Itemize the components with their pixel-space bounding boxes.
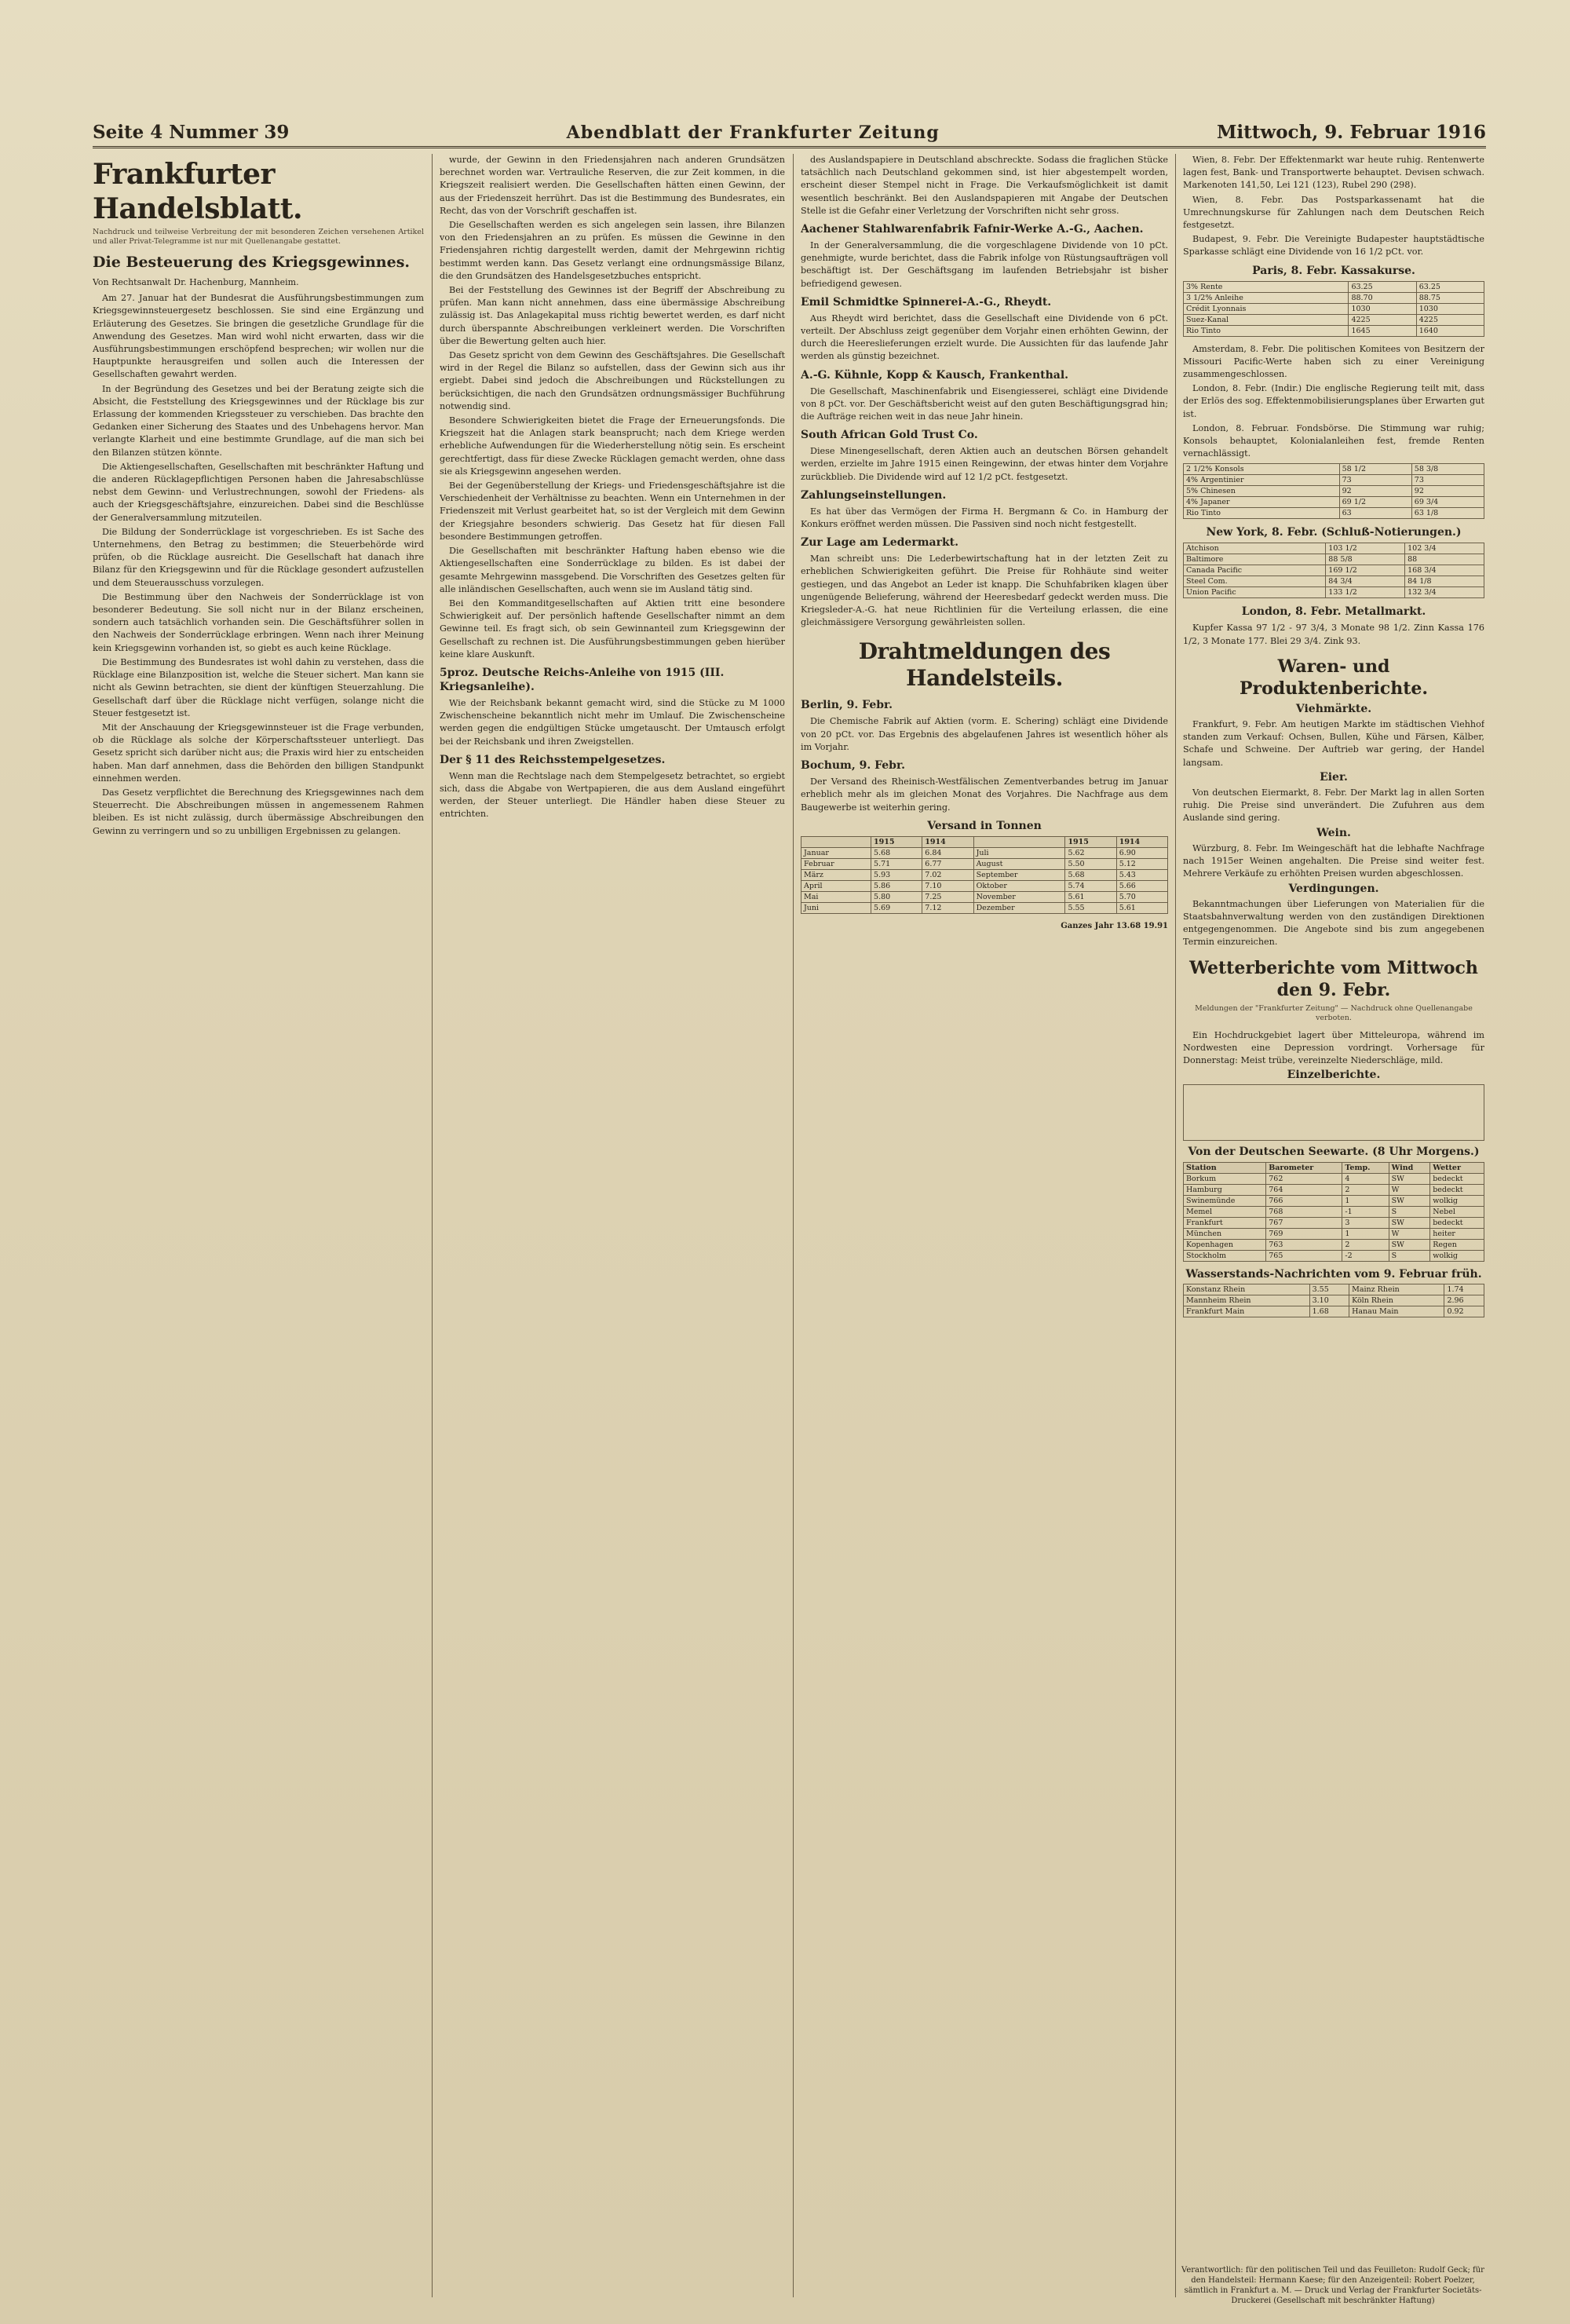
table-cell: Steel Com. <box>1184 576 1326 587</box>
table-row <box>1184 1306 1484 1317</box>
newspaper-name: Abendblatt der Frankfurter Zeitung <box>566 122 940 143</box>
table-cell: 5.70 <box>1116 891 1167 902</box>
table-cell: 1.74 <box>1444 1284 1484 1295</box>
eier-heading: Eier. <box>1320 770 1348 784</box>
table-cell: 2 <box>1342 1239 1389 1250</box>
table-cell: 5.69 <box>871 902 922 913</box>
wetter-title: Wetterberichte vom Mittwoch den 9. Febr. <box>1189 957 1478 1000</box>
table-header <box>801 836 871 847</box>
table-cell: 4% Japaner <box>1184 497 1340 508</box>
paragraph: Bei der Feststellung des Gewinnes ist der Begriff der Abschreibung zu prüfen. Man kann nicht annehmen, dass eine übermässige Abschreibung zulässig ist. Das Anlagekapital muss richtig bewertet werden, es darf nicht durch überspannte Abschreibungen verkleinert werden. Die Vorschriften über die Bewertung gelten auch hier. <box>440 285 785 346</box>
table-cell: Crédit Lyonnais <box>1184 303 1349 314</box>
news-heading: Berlin, 9. Febr. <box>801 699 893 712</box>
table-cell: Canada Pacific <box>1184 565 1326 576</box>
paragraph: Wien, 8. Febr. Der Effektenmarkt war heute ruhig. Rentenwerte lagen fest, Bank- und Transportwerte behauptet. Devisen schwach. Markenoten 141,50, Lei 121 (123), Rubel 290 (298). <box>1183 155 1484 191</box>
paragraph: Wenn man die Rechtslage nach dem Stempelgesetz betrachtet, so ergiebt sich, dass die Abgabe von Wertpapieren, die aus dem Ausland eingeführt werden, der Steuer unterliegt. Die Händler haben diese Steuer zu entrichten. <box>440 770 785 820</box>
table-row <box>1184 314 1484 325</box>
table-cell: Hamburg <box>1184 1184 1266 1195</box>
wetter-subtitle: Meldungen der "Frankfurter Zeitung" — Nachdruck ohne Quellenangabe verboten. <box>1195 1003 1473 1022</box>
table-cell: Regen <box>1430 1239 1484 1250</box>
table-cell: Swinemünde <box>1184 1195 1266 1206</box>
table-cell: SW <box>1389 1217 1430 1228</box>
table-cell: 1 <box>1342 1195 1389 1206</box>
paragraph: Budapest, 9. Febr. Die Vereinigte Budapester hauptstädtische Sparkasse schlägt eine Dividende von 16 1/2 pCt. vor. <box>1183 234 1484 258</box>
table-cell: 766 <box>1266 1195 1342 1206</box>
paragraph: Ein Hochdruckgebiet lagert über Mitteleuropa, während im Nordwesten eine Depression vordringt. Vorhersage für Donnerstag: Meist trübe, vereinzelte Niederschläge, mild. <box>1183 1029 1484 1065</box>
table-cell: W <box>1389 1228 1430 1239</box>
table-row <box>1184 1206 1484 1217</box>
table-cell: 132 3/4 <box>1405 587 1484 598</box>
table-cell: Suez-Kanal <box>1184 314 1349 325</box>
table-cell: März <box>801 869 871 880</box>
table-row <box>1184 292 1484 303</box>
metal-heading: London, 8. Febr. Metallmarkt. <box>1241 605 1426 619</box>
table-cell: 1030 <box>1416 303 1484 314</box>
paragraph: Die Aktiengesellschaften, Gesellschaften mit beschränkter Haftung und die anderen Rücklagepflichtigen Personen haben die Jahresabschlüsse nebst dem Gewinn- und Verlustrechnungen, sowohl der Friedens- als auch der Kriegsgeschäftsjahre, einzureichen. Dabei sind die Beschlüsse der Generalversammlung mitzuteilen. <box>93 461 424 523</box>
table-row <box>1184 565 1484 576</box>
table-header: Wetter <box>1430 1162 1484 1173</box>
seewarte-note: (8 Uhr Morgens.) <box>1372 1146 1480 1159</box>
table-cell: 5.55 <box>1065 902 1116 913</box>
table-cell: 5.61 <box>1116 902 1167 913</box>
table-cell: 88 5/8 <box>1326 554 1405 565</box>
table-row <box>1184 303 1484 314</box>
table-cell: 92 <box>1411 486 1484 497</box>
table-cell: 3 1/2% Anleihe <box>1184 292 1349 303</box>
table-cell: Borkum <box>1184 1173 1266 1184</box>
paragraph: Bei den Kommanditgesellschaften auf Aktien tritt eine besondere Schwierigkeit auf. Der persönlich haftende Gesellschafter nimmt an dem Gewinne teil. Es fragt sich, ob sein Gewinnanteil zum Kriegsgewinn der Gesellschaft zu rechnen ist. Die Ausführungsbestimmungen geben hierüber keine klare Auskunft. <box>440 597 785 660</box>
table-row <box>1184 576 1484 587</box>
table-cell: Memel <box>1184 1206 1266 1217</box>
table-cell: 84 1/8 <box>1405 576 1484 587</box>
table-cell: 0.92 <box>1444 1306 1484 1317</box>
paragraph: Die Gesellschaften werden es sich angelegen sein lassen, ihre Bilanzen von den Friedensjahren an zu prüfen. Es müssen die Gewinne in den Friedensjahren richtig dargestellt werden, damit der Mehrgewinn richtig bestimmt werden kann. Das Gesetz verlangt eine ordnungsmässige Bilanz, die den Grundsätzen des Handelsgesetzbuches entspricht. <box>440 220 785 281</box>
table-cell: -2 <box>1342 1250 1389 1261</box>
paragraph: Bei der Gegenüberstellung der Kriegs- und Friedensgeschäftsjahre ist die Verschiedenheit der Verhältnisse zu beachten. Wenn ein Unternehmen in der Friedenszeit mit Verlust gearbeitet hat, so ist der Vergleich mit dem Gewinn der Kriegsjahre besonders schwierig. Das Gesetz hat für diesen Fall besondere Bestimmungen getroffen. <box>440 481 785 542</box>
table-row <box>801 880 1168 891</box>
stempel-heading: Der § 11 des Reichsstempelgesetzes. <box>440 753 666 766</box>
table-row <box>1184 554 1484 565</box>
table-row <box>1184 1239 1484 1250</box>
table-row <box>801 902 1168 913</box>
table-row <box>1184 1184 1484 1195</box>
table-cell: 5.93 <box>871 869 922 880</box>
column-rule <box>1175 154 1176 2297</box>
table-cell: Dezember <box>973 902 1065 913</box>
table-cell: Mai <box>801 891 871 902</box>
table-row <box>1184 325 1484 336</box>
paragraph: wurde, der Gewinn in den Friedensjahren nach anderen Grundsätzen berechnet worden war. Vertrauliche Reserven, die zur Zeit kommen, in die Kriegszeit realisiert werden. Die Gesellschaften hätten einen Gewinn, der aus der Friedenszeit herrührt. Das ist die Bestimmung des Bundesrates, ein Recht, das von der Vorschrift geschaffen ist. <box>440 155 785 216</box>
table-cell: 7.02 <box>922 869 973 880</box>
table-cell: 58 1/2 <box>1339 464 1411 475</box>
imprint-note: Verantwortlich: für den politischen Teil und das Feuilleton: Rudolf Geck; für den Handelsteil: Hermann Kaese; für den Anzeigenteil: Robert Poelzer, sämtlich in Frankfurt a. M. — Druck und Verlag der Frankfurter Societäts-Druckerei (Gesellschaft mit beschränkter Haftung) <box>1181 2266 1484 2305</box>
paragraph: Die Bildung der Sonderrücklage ist vorgeschrieben. Es ist Sache des Unternehmens, den Betrag zu bestimmen; die Steuerbehörde wird prüfen, ob die Rücklage ausreicht. Die Gesellschaft hat danach ihre Bilanz für den Kriegsgewinn und für die Rücklage gesondert aufzustellen und dem Steuerausschuss vorzulegen. <box>93 526 424 588</box>
table-cell: 73 <box>1411 475 1484 486</box>
column-rule <box>432 154 433 2297</box>
table-cell: 763 <box>1266 1239 1342 1250</box>
table-cell: 3% Rente <box>1184 281 1349 292</box>
table-row <box>1184 1228 1484 1239</box>
table-cell: 765 <box>1266 1250 1342 1261</box>
paragraph: Kupfer Kassa 97 1/2 - 97 3/4, 3 Monate 98 1/2. Zinn Kassa 176 1/2, 3 Monate 177. Blei 29 3/4. Zink 93. <box>1183 623 1484 646</box>
table-row <box>1184 508 1484 519</box>
table-cell: 4225 <box>1416 314 1484 325</box>
table-header: Station <box>1184 1162 1266 1173</box>
table-cell: 1.68 <box>1309 1306 1349 1317</box>
table-row <box>1184 497 1484 508</box>
table-cell: 102 3/4 <box>1405 543 1484 554</box>
article-title: Die Besteuerung des Kriegsgewinnes. <box>93 254 411 271</box>
paragraph: Besondere Schwierigkeiten bietet die Frage der Erneuerungsfonds. Die Kriegszeit hat die Anlagen stark beansprucht; nach dem Kriege werden erhebliche Aufwendungen für die Wiederherstellung nötig sein. Es erscheint gerechtfertigt, dass für diese Zwecke Rücklagen gemacht werden, ohne dass sie als Kriegsgewinn angesehen werden. <box>440 415 785 477</box>
table-cell: Frankfurt Main <box>1184 1306 1310 1317</box>
table-cell: 4225 <box>1349 314 1416 325</box>
table-row <box>1184 281 1484 292</box>
table-cell: bedeckt <box>1430 1217 1484 1228</box>
paragraph: Amsterdam, 8. Febr. Die politischen Komitees von Besitzern der Missouri Pacific-Werte haben sich zu einer Vereinigung zusammengeschlossen. <box>1183 343 1484 380</box>
table-cell: 2 <box>1342 1184 1389 1195</box>
table-cell: bedeckt <box>1430 1184 1484 1195</box>
table-cell: 3.10 <box>1309 1295 1349 1306</box>
table-cell: 5.50 <box>1065 858 1116 869</box>
table-cell: 5.80 <box>871 891 922 902</box>
verdingungen-heading: Verdingungen. <box>1288 882 1379 895</box>
paragraph: In der Generalversammlung, die die vorgeschlagene Dividende von 10 pCt. genehmigte, wurde berichtet, dass die Fabrik infolge von Rüstungsaufträgen voll beschäftigt ist. Der Geschäftsgang im laufenden Betriebsjahr ist bisher befriedigend gewesen. <box>801 240 1168 289</box>
table-cell: 769 <box>1266 1228 1342 1239</box>
table-row <box>801 869 1168 880</box>
table-cell: 5.66 <box>1116 880 1167 891</box>
table-header: 1915 <box>1065 836 1116 847</box>
paragraph: Die Gesellschaft, Maschinenfabrik und Eisengiesserei, schlägt eine Dividende von 8 pCt. vor. Der Geschäftsbericht weist auf den guten Beschäftigungsgrad hin; die Aufträge reichen weit in das neue Jahr hinein. <box>801 386 1168 422</box>
table-cell: 5.86 <box>871 880 922 891</box>
table-header: Temp. <box>1342 1162 1389 1173</box>
table-row <box>1184 1250 1484 1261</box>
table-row <box>1184 1195 1484 1206</box>
table-row <box>801 858 1168 869</box>
table-cell: Rio Tinto <box>1184 325 1349 336</box>
table-row <box>1184 1173 1484 1184</box>
table-cell: 63.25 <box>1416 281 1484 292</box>
table-cell: November <box>973 891 1065 902</box>
table-cell: 767 <box>1266 1217 1342 1228</box>
table-row <box>1184 486 1484 497</box>
table-header: Barometer <box>1266 1162 1342 1173</box>
column-3 <box>801 154 1168 2297</box>
paragraph: Bekanntmachungen über Lieferungen von Materialien für die Staatsbahnverwaltung werden von den zuständigen Direktionen entgegengenommen. Die Angebote sind bis zum angegebenen Termin einzureichen. <box>1183 898 1484 948</box>
wein-heading: Wein. <box>1316 826 1351 839</box>
masthead <box>93 115 1486 148</box>
paragraph: Das Gesetz spricht von dem Gewinn des Geschäftsjahres. Die Gesellschaft wird in der Regel die Bilanz so aufstellen, dass der Gewinn sich aus ihr ergiebt. Dabei sind jedoch die Abschreibungen und Rückstellungen zu berücksichtigen, die nach den Grundsätzen ordnungsmässiger Buchführung notwendig sind. <box>440 350 785 411</box>
table-cell: Union Pacific <box>1184 587 1326 598</box>
page-number: Seite 4 Nummer 39 <box>93 122 290 143</box>
table-cell: September <box>973 869 1065 880</box>
table-cell: S <box>1389 1250 1430 1261</box>
table-cell: 88.75 <box>1416 292 1484 303</box>
table-cell: bedeckt <box>1430 1173 1484 1184</box>
table-cell: Rio Tinto <box>1184 508 1340 519</box>
table-cell: 5.68 <box>871 847 922 858</box>
section-title: Frankfurter Handelsblatt. <box>93 158 302 225</box>
paragraph: Man schreibt uns: Die Lederbewirtschaftung hat in der letzten Zeit zu erheblichen Schwierigkeiten geführt. Die Preise für Rohhäute sind weiter gestiegen, und das Angebot an Leder ist knapp. Die Schuhfabriken klagen über ungenügende Belieferung, während der Heeresbedarf gedeckt werden muss. Die Kriegsleder-A.-G. hat neue Richtlinien für die Verteilung erlassen, die eine gleichmässigere Versorgung gewährleisten sollen. <box>801 554 1168 628</box>
table-cell: heiter <box>1430 1228 1484 1239</box>
table-row <box>1184 475 1484 486</box>
table-cell: S <box>1389 1206 1430 1217</box>
weather-table-placeholder <box>1183 1084 1484 1141</box>
table-cell: 63.25 <box>1349 281 1416 292</box>
news-heading: South African Gold Trust Co. <box>801 429 978 442</box>
table-cell: 84 3/4 <box>1326 576 1405 587</box>
table-cell: 1 <box>1342 1228 1389 1239</box>
table-cell: 1640 <box>1416 325 1484 336</box>
table-cell: 92 <box>1339 486 1411 497</box>
table-cell: 2.96 <box>1444 1295 1484 1306</box>
table-cell: 3 <box>1342 1217 1389 1228</box>
table-cell: Juni <box>801 902 871 913</box>
paragraph: London, 8. Febr. (Indir.) Die englische Regierung teilt mit, dass der Erlös des sog. Effektenmobilisierungsplanes über Erwarten gut ist. <box>1183 383 1484 419</box>
table-cell: 7.12 <box>922 902 973 913</box>
table-row <box>801 847 1168 858</box>
table-cell: 762 <box>1266 1173 1342 1184</box>
table-row <box>1184 1295 1484 1306</box>
table-total: Ganzes Jahr 13.68 19.91 <box>1061 921 1168 930</box>
paragraph: Die Bestimmung des Bundesrates ist wohl dahin zu verstehen, dass die Rücklage eine Bilanzposition ist, welche die Steuer sichert. Man kann sie nicht als Gewinn betrachten, sie dient der künftigen Steuerzahlung. Die Gesellschaft darf über die Rücklage nicht verfügen, solange nicht die Steuer festgesetzt ist. <box>93 656 424 718</box>
table-cell: 1645 <box>1349 325 1416 336</box>
table-cell: München <box>1184 1228 1266 1239</box>
table-cell: 168 3/4 <box>1405 565 1484 576</box>
table-cell: 5.61 <box>1065 891 1116 902</box>
table-cell: 6.84 <box>922 847 973 858</box>
table-cell: Juli <box>973 847 1065 858</box>
news-heading: Bochum, 9. Febr. <box>801 759 905 773</box>
table-header: 1915 <box>871 836 922 847</box>
einzelberichte-heading: Einzelberichte. <box>1287 1069 1381 1082</box>
paragraph: des Auslandspapiere in Deutschland abschreckte. Sodass die fraglichen Stücke tatsächlich nach Deutschland gekommen sind, ist hier abgestempelt worden, erscheint dieser Stempel nicht in Frage. Die Verkaufsmöglichkeit ist damit wesentlich beschränkt. Bei den Auslandspapieren mit Angabe der Deutschen Stelle ist die Gefahr einer Verletzung der Vorschriften nicht sehr gross. <box>801 155 1168 216</box>
column-4 <box>1183 154 1484 2258</box>
table-cell: Hanau Main <box>1349 1306 1444 1317</box>
table-cell: Mannheim Rhein <box>1184 1295 1310 1306</box>
table-cell: Kopenhagen <box>1184 1239 1266 1250</box>
paragraph: Es hat über das Vermögen der Firma H. Bergmann & Co. in Hamburg der Konkurs eröffnet werden müssen. Die Passiven sind noch nicht festgestellt. <box>801 506 1168 530</box>
table-cell: SW <box>1389 1239 1430 1250</box>
table-cell: 6.77 <box>922 858 973 869</box>
table-cell: 58 3/8 <box>1411 464 1484 475</box>
table-cell: 5.71 <box>871 858 922 869</box>
table-cell: W <box>1389 1184 1430 1195</box>
news-heading: Aachener Stahlwarenfabrik Fafnir-Werke A.-G., Aachen. <box>801 223 1144 236</box>
london-table <box>1183 463 1484 519</box>
paragraph: Mit der Anschauung der Kriegsgewinnsteuer ist die Frage verbunden, ob die Rücklage als solche der Körperschaftssteuer unterliegt. Das Gesetz spricht sich darüber nicht aus; die Praxis wird hier zu entscheiden haben. Man darf annehmen, dass die Behörden den billigen Standpunkt einnehmen werden. <box>93 722 424 784</box>
paragraph: Die Chemische Fabrik auf Aktien (vorm. E. Schering) schlägt eine Dividende von 20 pCt. vor. Das Ergebnis des abgelaufenen Jahres ist wesentlich höher als im Vorjahr. <box>801 716 1168 752</box>
vieh-heading: Viehmärkte. <box>1295 702 1372 715</box>
paragraph: Die Gesellschaften mit beschränkter Haftung haben ebenso wie die Aktiengesellschaften eine Sonderrücklage zu bilden. Es ist dabei der gesamte Mehrgewinn massgebend. Die Vorschriften des Gesetzes gelten für alle inländischen Gesellschaften, auch wenn sie im Ausland tätig sind. <box>440 546 785 594</box>
table-cell: 88 <box>1405 554 1484 565</box>
table-cell: wolkig <box>1430 1250 1484 1261</box>
paris-table <box>1183 281 1484 337</box>
paragraph: London, 8. Februar. Fondsbörse. Die Stimmung war ruhig; Konsols behauptet, Kolonialanleihen fest, fremde Renten vernachlässigt. <box>1183 422 1484 459</box>
table-cell: 764 <box>1266 1184 1342 1195</box>
table-row <box>1184 1284 1484 1295</box>
column-2 <box>440 154 785 2297</box>
waren-title: Waren- und Produktenberichte. <box>1239 656 1429 699</box>
table-cell: Baltimore <box>1184 554 1326 565</box>
seewarte-table <box>1183 1162 1484 1262</box>
table-cell: 2 1/2% Konsols <box>1184 464 1340 475</box>
table-cell: Mainz Rhein <box>1349 1284 1444 1295</box>
table-cell: 5.43 <box>1116 869 1167 880</box>
table-cell: 5.12 <box>1116 858 1167 869</box>
table-cell: 7.25 <box>922 891 973 902</box>
anleihe-heading: 5proz. Deutsche Reichs-Anleihe von 1915 (III. Kriegsanleihe). <box>440 666 725 693</box>
table-cell: Stockholm <box>1184 1250 1266 1261</box>
table-row <box>801 891 1168 902</box>
paragraph: Von deutschen Eiermarkt, 8. Febr. Der Markt lag in allen Sorten ruhig. Die Preise sind unverändert. Die Zufuhren aus dem Auslande sind gering. <box>1183 787 1484 824</box>
paris-heading: Paris, 8. Febr. Kassakurse. <box>1252 264 1415 277</box>
table-caption: Versand in Tonnen <box>927 819 1042 832</box>
table-header <box>973 836 1065 847</box>
paragraph: Am 27. Januar hat der Bundesrat die Ausführungsbestimmungen zum Kriegsgewinnsteuergesetz beschlossen. Sie sind eine Ergänzung und Erläuterung des Gesetzes. Sie bringen die gesetzliche Grundlage für die Anwendung des Gesetzes. Man wird wohl nicht erwarten, dass wir die Ausführungsbestimmungen erschöpfend besprechen; wir wollen nur die Hauptpunkte herausgreifen und sollen auch die Interessen der Gesellschaften gewahrt werden. <box>93 293 424 380</box>
table-cell: 103 1/2 <box>1326 543 1405 554</box>
paragraph: Der Versand des Rheinisch-Westfälischen Zementverbandes betrug im Januar erheblich mehr als im gleichen Monat des Vorjahres. Die Nachfrage aus dem Baugewerbe ist weiterhin gering. <box>801 776 1168 813</box>
table-cell: Atchison <box>1184 543 1326 554</box>
table-cell: Köln Rhein <box>1349 1295 1444 1306</box>
versand-table <box>801 836 1168 914</box>
table-cell: Nebel <box>1430 1206 1484 1217</box>
ny-heading: New York, 8. Febr. (Schluß-Notierungen.) <box>1206 526 1462 539</box>
table-cell: 1030 <box>1349 303 1416 314</box>
table-cell: 5.68 <box>1065 869 1116 880</box>
ny-table <box>1183 543 1484 598</box>
table-cell: SW <box>1389 1195 1430 1206</box>
table-cell: August <box>973 858 1065 869</box>
table-header: 1914 <box>1116 836 1167 847</box>
issue-date: Mittwoch, 9. Februar 1916 <box>1216 122 1486 143</box>
paragraph: Aus Rheydt wird berichtet, dass die Gesellschaft eine Dividende von 6 pCt. verteilt. Der Abschluss zeigt gegenüber dem Vorjahr einen erhöhten Gewinn, der durch die Heereslieferungen erzielt wurde. Die Aussichten für das laufende Jahr werden als günstig bezeichnet. <box>801 312 1168 362</box>
paragraph: Wie der Reichsbank bekannt gemacht wird, sind die Stücke zu M 1000 Zwischenscheine bekanntlich nicht mehr im Umlauf. Die Zwischenscheine werden gegen die endgültigen Stücke umgetauscht. Der Umtausch erfolgt bei der Reichsbank und ihren Zweigstellen. <box>440 697 785 747</box>
table-cell: -1 <box>1342 1206 1389 1217</box>
drahtmeldungen-title: Drahtmeldungen des Handelsteils. <box>858 638 1111 692</box>
table-cell: Konstanz Rhein <box>1184 1284 1310 1295</box>
table-cell: 5% Chinesen <box>1184 486 1340 497</box>
news-heading: Emil Schmidtke Spinnerei-A.-G., Rheydt. <box>801 295 1052 309</box>
paragraph: Die Bestimmung über den Nachweis der Sonderrücklage ist von besonderer Bedeutung. Sie soll nicht nur in der Bilanz erscheinen, sondern auch tatsächlich vorhanden sein. Die Geschäftsführer sollen in den Nachweis der Sonderrücklage erbringen. Wenn nach ihrer Meinung kein Kriegsgewinn vorhanden ist, so giebt es auch keine Rücklage. <box>93 591 424 653</box>
table-cell: 5.62 <box>1065 847 1116 858</box>
paragraph: Wien, 8. Febr. Das Postsparkassenamt hat die Umrechnungskurse für Zahlungen nach dem Deutschen Reich festgesetzt. <box>1183 194 1484 231</box>
paragraph: Diese Minengesellschaft, deren Aktien auch an deutschen Börsen gehandelt werden, erzielte im Jahre 1915 einen Reingewinn, der etwas hinter dem Vorjahre zurückblieb. Die Dividende wird auf 12 1/2 pCt. festgesetzt. <box>801 446 1168 482</box>
paragraph: Frankfurt, 9. Febr. Am heutigen Markte im städtischen Viehhof standen zum Verkauf: Ochsen, Bullen, Kühe und Färsen, Kälber, Schafe und Schweine. Der Auftrieb war gering, der Handel langsam. <box>1183 719 1484 768</box>
table-cell: 63 1/8 <box>1411 508 1484 519</box>
byline: Von Rechtsanwalt Dr. Hachenburg, Mannheim. <box>93 277 299 287</box>
table-cell: 5.74 <box>1065 880 1116 891</box>
table-cell: 4 <box>1342 1173 1389 1184</box>
wasserstand-table <box>1183 1284 1484 1317</box>
table-cell: SW <box>1389 1173 1430 1184</box>
news-heading: A.-G. Kühnle, Kopp & Kausch, Frankenthal. <box>801 368 1069 382</box>
column-rule <box>793 154 794 2297</box>
table-cell: Januar <box>801 847 871 858</box>
paragraph: In der Begründung des Gesetzes und bei der Beratung zeigte sich die Absicht, die Feststellung des Kriegsgewinnes und der Rücklage bis zur Erlassung der kommenden Kriegssteuer zu verschieben. Das brachte den Gedanken einer Sicherung des Staates und des Unbehagens hervor. Man verlangte Klarheit und eine bestimmte Grundlage, auf die man sich bei den Bilanzen stützen könnte. <box>93 383 424 458</box>
table-header: 1914 <box>922 836 973 847</box>
table-cell: 7.10 <box>922 880 973 891</box>
seewarte-title: Von der Deutschen Seewarte. <box>1188 1146 1369 1159</box>
paragraph: Das Gesetz verpflichtet die Berechnung des Kriegsgewinnes nach dem Steuerrecht. Die Abschreibungen müssen in angemessenem Rahmen bleiben. Es ist nicht zulässig, durch übermässige Abschreibungen den Gewinn zu verringern und so zu unbilligen Ergebnissen zu gelangen. <box>93 787 424 836</box>
table-cell: 63 <box>1339 508 1411 519</box>
table-cell: 69 1/2 <box>1339 497 1411 508</box>
news-heading: Zur Lage am Ledermarkt. <box>801 536 959 550</box>
table-cell: 169 1/2 <box>1326 565 1405 576</box>
table-row <box>1184 1217 1484 1228</box>
paragraph: Würzburg, 8. Febr. Im Weingeschäft hat die lebhafte Nachfrage nach 1915er Weinen angehalten. Die Preise sind weiter fest. Mehrere Verkäufe zu erhöhten Preisen wurden abgeschlossen. <box>1183 842 1484 879</box>
table-cell: Frankfurt <box>1184 1217 1266 1228</box>
news-heading: Zahlungseinstellungen. <box>801 488 947 502</box>
table-cell: wolkig <box>1430 1195 1484 1206</box>
table-cell: 6.90 <box>1116 847 1167 858</box>
wasserstand-title: Wasserstands-Nachrichten vom 9. Februar früh. <box>1185 1267 1482 1281</box>
table-row <box>1184 464 1484 475</box>
table-row <box>1184 587 1484 598</box>
table-row <box>1184 543 1484 554</box>
table-cell: 69 3/4 <box>1411 497 1484 508</box>
table-cell: 768 <box>1266 1206 1342 1217</box>
seewarte-heading <box>1183 1146 1484 1158</box>
table-cell: 133 1/2 <box>1326 587 1405 598</box>
table-cell: 88.70 <box>1349 292 1416 303</box>
table-cell: 73 <box>1339 475 1411 486</box>
table-cell: 3.55 <box>1309 1284 1349 1295</box>
table-cell: Oktober <box>973 880 1065 891</box>
column-1 <box>93 154 424 2297</box>
table-cell: 4% Argentinier <box>1184 475 1340 486</box>
table-cell: April <box>801 880 871 891</box>
table-cell: Februar <box>801 858 871 869</box>
table-header: Wind <box>1389 1162 1430 1173</box>
reprint-note: Nachdruck und teilweise Verbreitung der mit besonderen Zeichen versehenen Artikel und aller Privat-Telegramme ist nur mit Quellenangabe gestattet. <box>93 228 424 246</box>
